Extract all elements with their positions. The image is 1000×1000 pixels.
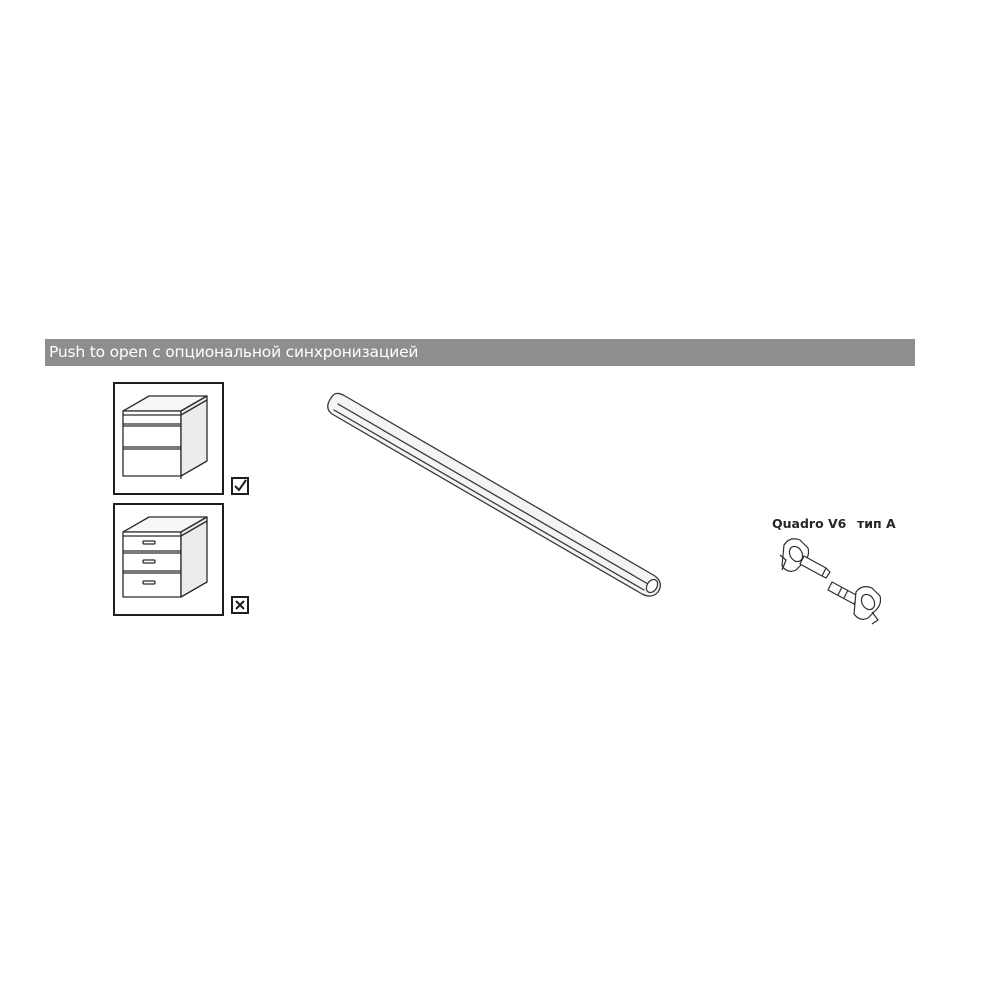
product-type-label: тип A <box>857 516 896 531</box>
product-model-label: Quadro V6 <box>772 516 847 531</box>
section-title: Push to open с опциональной синхронизацией <box>49 343 419 361</box>
